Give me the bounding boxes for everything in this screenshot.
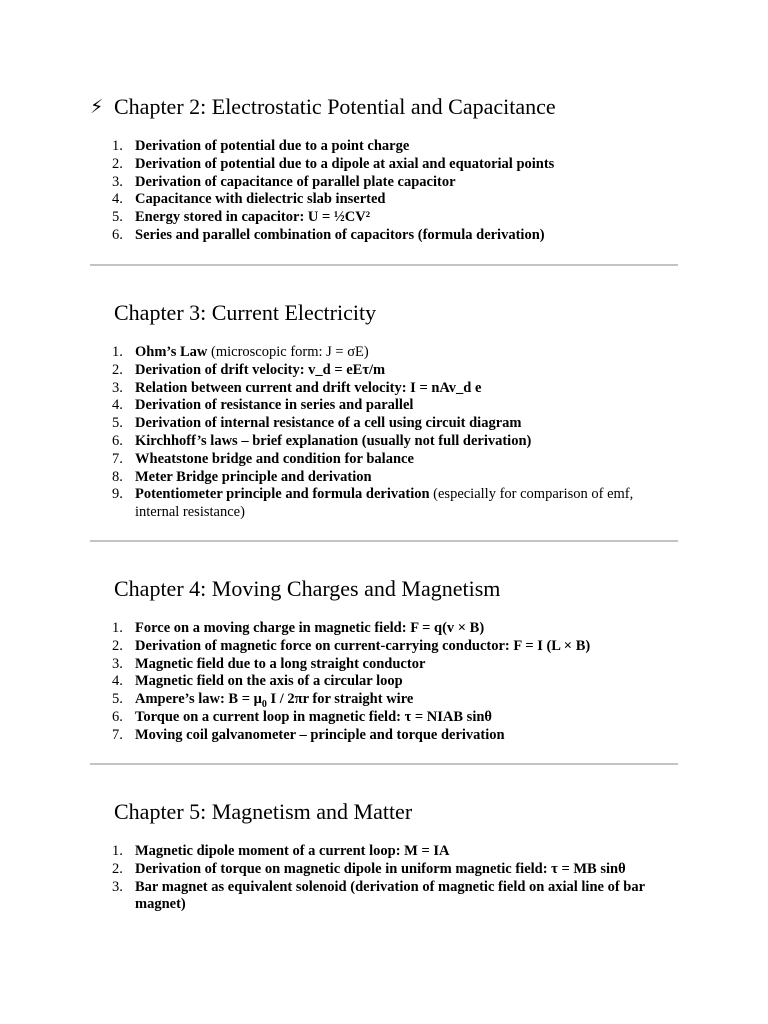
section-divider [90, 540, 678, 542]
list-item: 1. Magnetic dipole moment of a current loop: M = IA [112, 843, 450, 859]
list-item: 8. Meter Bridge principle and derivation [112, 468, 372, 485]
chapter-title-text: Chapter 3: Current Electricity [114, 300, 377, 325]
chapter-2-title [90, 94, 678, 120]
chapter-3-title [90, 300, 678, 326]
list-item: 2. Derivation of torque on magnetic dipole in uniform magnetic field: τ = MB sinθ [112, 860, 626, 877]
chapter-4-section [90, 576, 678, 745]
chapter-2-section [90, 94, 678, 245]
list-item: 1. Derivation of potential due to a point charge [112, 138, 410, 154]
chapter-5-list [90, 843, 678, 914]
list-item: 4. Derivation of resistance in series and parallel [112, 397, 414, 414]
list-item: 2. Derivation of magnetic force on current-carrying conductor: F = I (L × B) [112, 637, 591, 654]
list-item: 6. Kirchhoff’s laws – brief explanation (usually not full derivation) [112, 432, 532, 449]
list-item: 3. Derivation of capacitance of parallel plate capacitor [112, 173, 456, 190]
chapter-2-list [90, 138, 678, 245]
chapter-3-section [90, 300, 678, 522]
list-item: 3. Relation between current and drift velocity: I = nAv_d e [112, 379, 482, 396]
list-item: 2. Derivation of potential due to a dipole at axial and equatorial points [112, 155, 555, 172]
list-item: 4. Magnetic field on the axis of a circular loop [112, 673, 403, 690]
list-item: 5. Energy stored in capacitor: U = ½CV² [112, 209, 371, 226]
list-item: 7. Wheatstone bridge and condition for balance [112, 450, 414, 467]
list-item: 6. Torque on a current loop in magnetic field: τ = NIAB sinθ [112, 708, 492, 725]
chapter-title-text: Chapter 4: Moving Charges and Magnetism [114, 576, 501, 601]
section-divider [90, 763, 678, 765]
list-item: 4. Capacitance with dielectric slab inserted [112, 191, 386, 208]
chapter-4-list [90, 620, 678, 745]
list-item: 5. Ampere’s law: $B = \mu_0$ I / 2πr for straight wire [112, 691, 414, 711]
chapter-title-text: Chapter 2: Electrostatic Potential and Capacitance [114, 94, 556, 119]
list-item: 2. Derivation of drift velocity: v_d = eEτ/m [112, 361, 386, 378]
list-item: 9. Potentiometer principle and formula derivation (especially for comparison of emf, internal resistance) [112, 486, 634, 521]
lightning-icon: ⚡ [90, 96, 104, 118]
chapter-5-section [90, 799, 678, 914]
list-item: 3. Magnetic field due to a long straight conductor [112, 655, 426, 672]
list-item: 1. Ohm’s Law (microscopic form: J = σE) [112, 344, 369, 360]
chapter-3-list [90, 344, 678, 522]
list-item: 5. Derivation of internal resistance of a cell using circuit diagram [112, 415, 522, 432]
list-item: 1. Force on a moving charge in magnetic field: F = q(v × B) [112, 620, 485, 636]
chapter-title-text: Chapter 5: Magnetism and Matter [114, 799, 413, 824]
list-item: 3. Bar magnet as equivalent solenoid (derivation of magnetic field on axial line of bar magnet) [112, 878, 645, 913]
chapter-5-title [90, 799, 678, 825]
section-divider [90, 264, 678, 266]
chapter-4-title [90, 576, 678, 602]
list-item: 7. Moving coil galvanometer – principle and torque derivation [112, 726, 505, 743]
list-item: 6. Series and parallel combination of capacitors (formula derivation) [112, 226, 545, 243]
